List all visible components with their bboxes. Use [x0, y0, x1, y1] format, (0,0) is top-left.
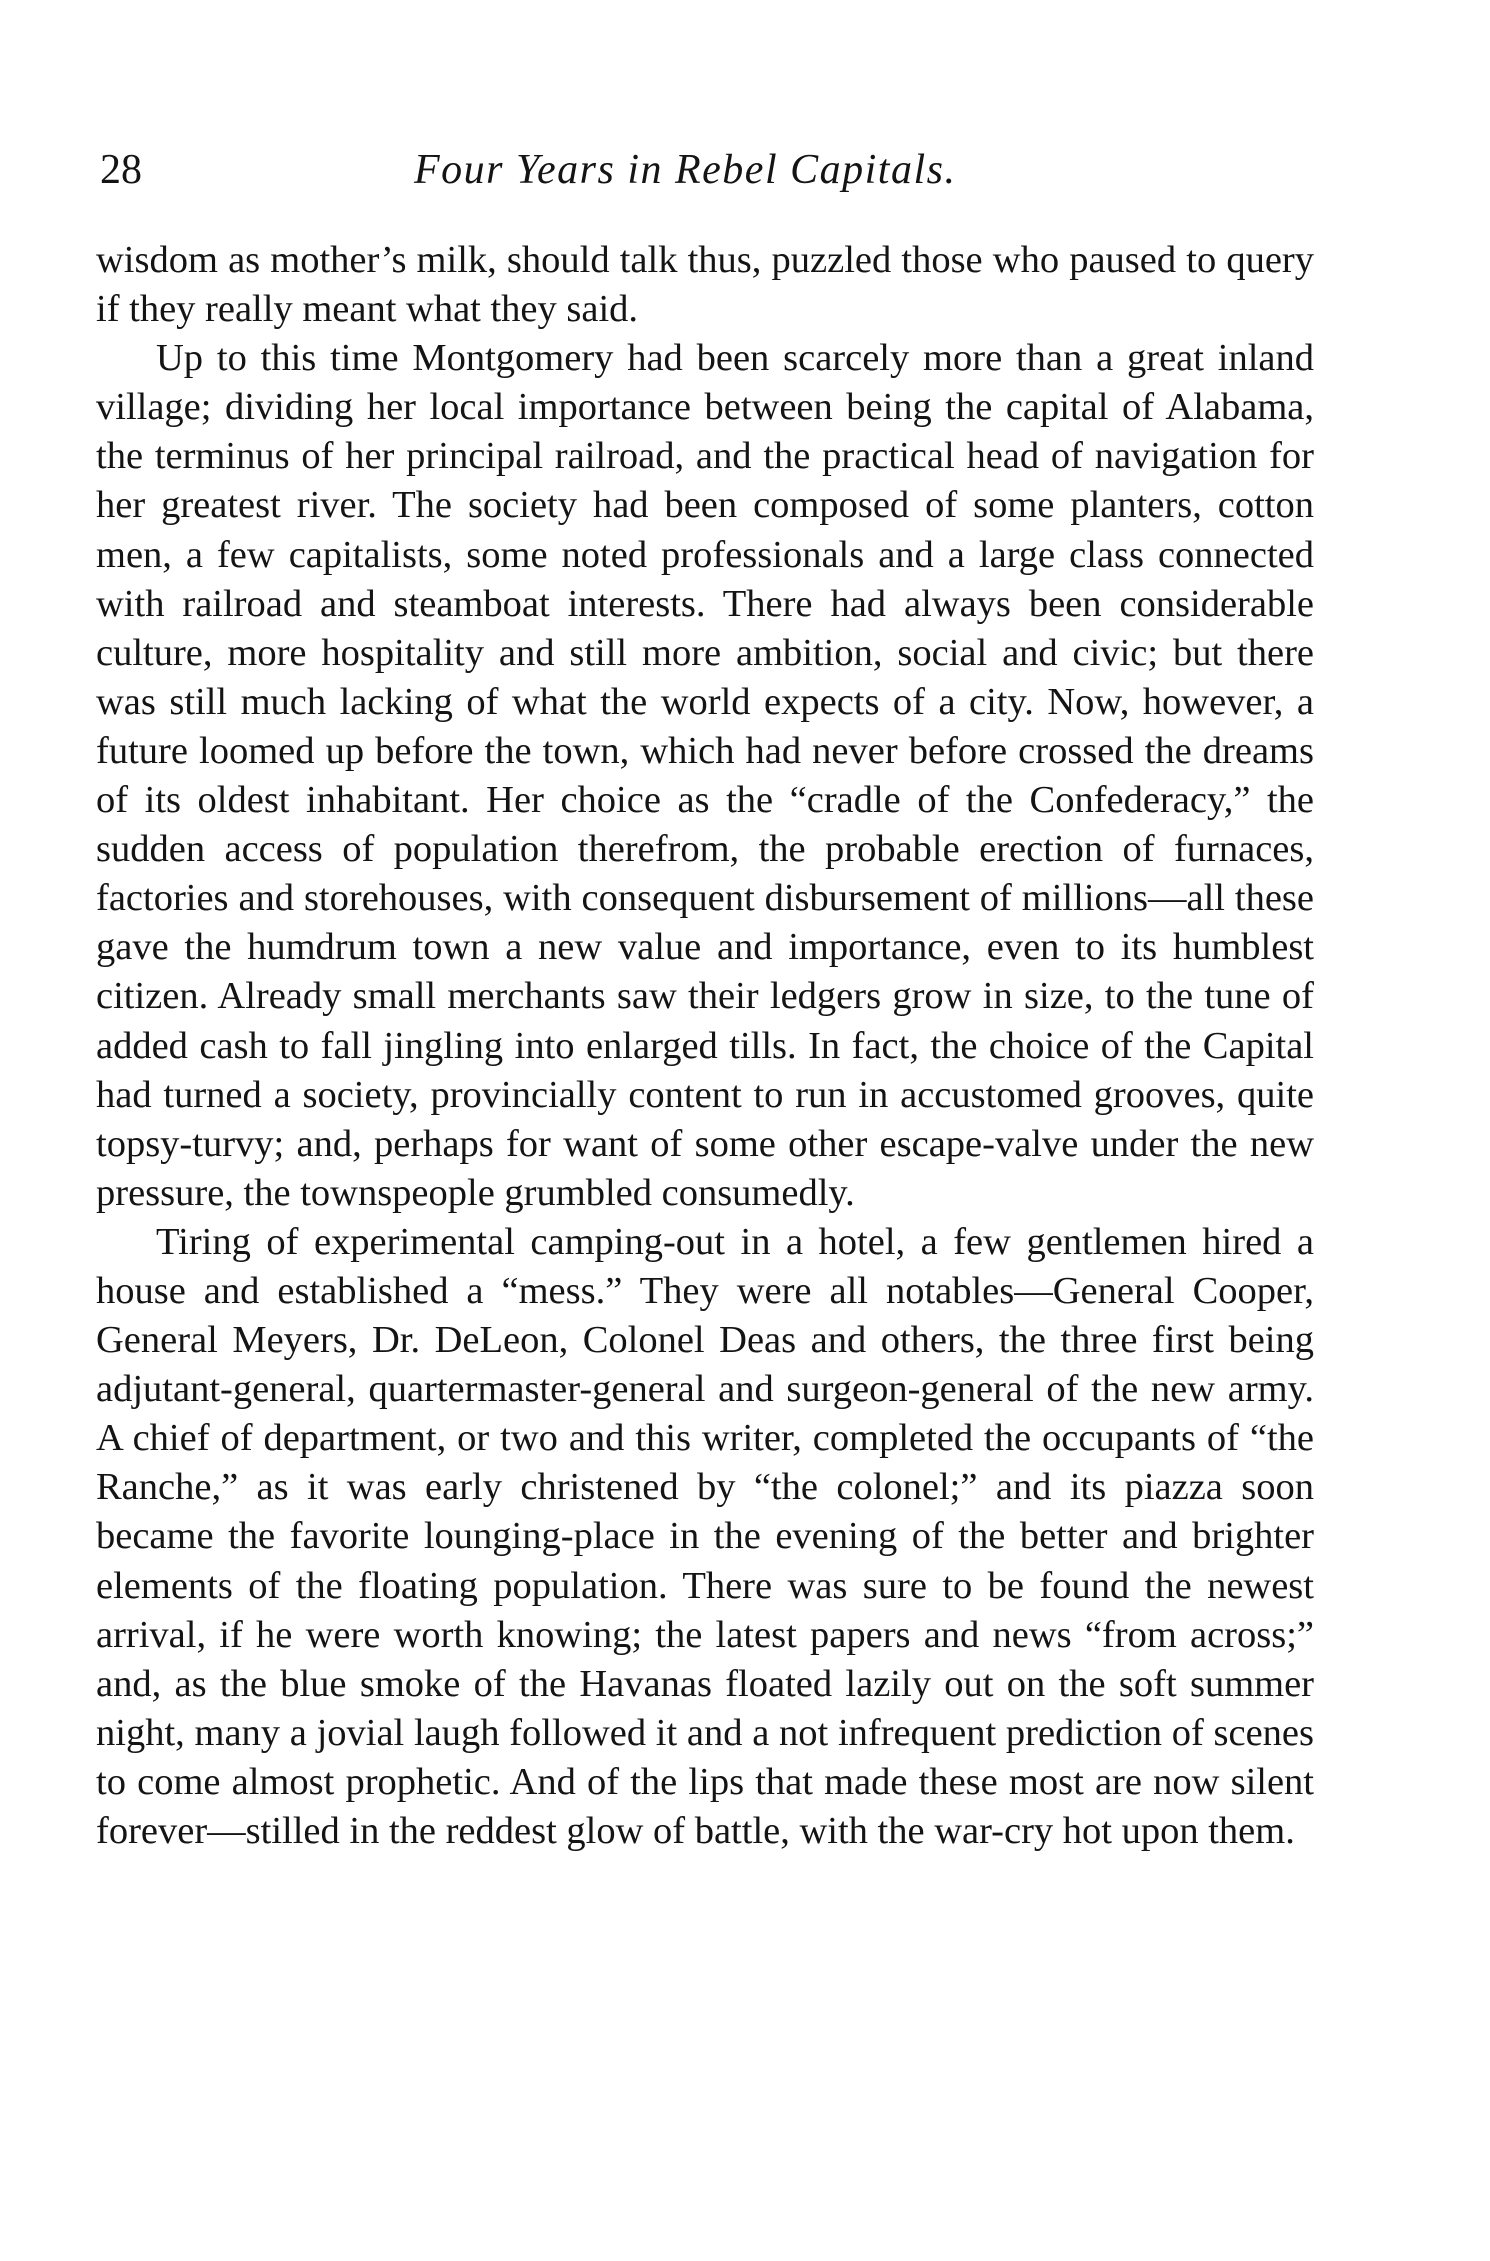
body-text — [96, 236, 1314, 1856]
paragraph-montgomery: Up to this time Montgomery had been scarcely more than a great inland village; dividing her local importance between being the capital of Alabama, the terminus of her principal railroad, and the practical head of navigation for her greatest river. The society had been composed of some planters, cotton men, a few capitalists, some noted professionals and a large class connected with railroad and steamboat interests. There had always been considerable culture, more hospitality and still more ambition, social and civic; but there was still much lacking of what the world expects of a city. Now, however, a future loomed up before the town, which had never before crossed the dreams of its oldest inhabitant. Her choice as the “cradle of the Confederacy,” the sudden access of population therefrom, the probable erection of furnaces, factories and storehouses, with consequent disbursement of millions—all these gave the humdrum town a new value and importance, even to its humblest citizen. Already small merchants saw their ledgers grow in size, to the tune of added cash to fall jingling into enlarged tills. In fact, the choice of the Capital had turned a society, provincially content to run in accustomed grooves, quite topsy-turvy; and, perhaps for want of some other escape-valve under the new pressure, the townspeople grumbled consumedly. — [96, 337, 1314, 1214]
paragraph-ranche: Tiring of experimental camping-out in a hotel, a few gentlemen hired a house and established a “mess.” They were all notables—General Cooper, General Meyers, Dr. DeLeon, Colonel Deas and others, the three first being adjutant-general, quartermaster-general and surgeon-general of the new army. A chief of department, or two and this writer, completed the occupants of “the Ranche,” as it was early christened by “the colonel;” and its piazza soon became the favorite lounging-place in the evening of the better and brighter elements of the floating population. There was sure to be found the newest arrival, if he were worth knowing; the latest papers and news “from across;” and, as the blue smoke of the Havanas floated lazily out on the soft summer night, many a jovial laugh followed it and a not infrequent prediction of scenes to come almost prophetic. And of the lips that made these most are now silent forever—stilled in the reddest glow of battle, with the war-cry hot upon them. — [96, 1220, 1314, 1852]
running-title: Four Years in Rebel Capitals. — [414, 147, 957, 193]
paragraph-continuation: wisdom as mother’s milk, should talk thus, puzzled those who paused to query if they really meant what they said. — [96, 239, 1314, 331]
page-number: 28 — [100, 147, 142, 193]
book-page — [96, 140, 1314, 1856]
running-head — [96, 140, 1314, 200]
